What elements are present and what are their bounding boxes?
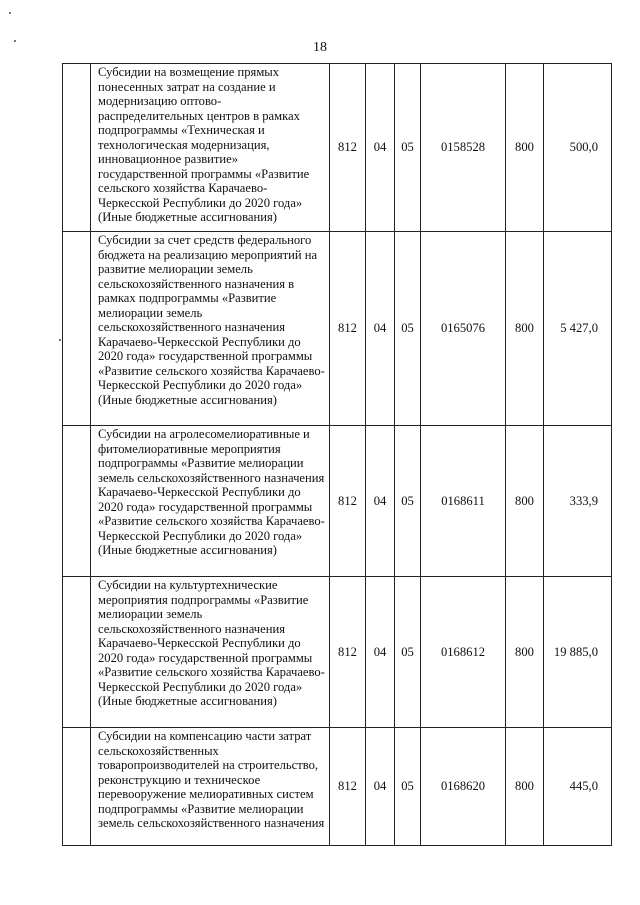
ministry-code-cell: 812 [330,577,366,728]
table-row [63,426,612,577]
subsection-code-cell: 05 [395,728,421,846]
expense-type-cell: 800 [506,232,544,426]
table-row [63,577,612,728]
budget-table [62,63,612,846]
page-number: 18 [313,40,327,55]
section-code-cell: 04 [366,728,395,846]
table-row [63,232,612,426]
scan-speck [59,339,61,341]
subsection-code-cell: 05 [395,426,421,577]
expense-name-cell: Субсидии на агролесомелиоративные и фитомелиоративные мероприятия подпрограммы «Развитие мелиорации земель сельскохозяйственного назначения Карачаево-Черкесской Республики до 2020 года» государственной программы «Развитие сельского хозяйства Карачаево-Черкесской Республики до 2020 года» (Иные бюджетные ассигнования) [91,426,330,577]
ministry-code-cell: 812 [330,64,366,232]
ministry-code-cell: 812 [330,426,366,577]
section-code-cell: 04 [366,64,395,232]
section-code-cell: 04 [366,577,395,728]
amount-cell: 333,9 [544,426,612,577]
amount-cell: 5 427,0 [544,232,612,426]
expense-type-cell: 800 [506,577,544,728]
scan-speck [14,40,16,42]
ministry-code-cell: 812 [330,232,366,426]
subsection-code-cell: 05 [395,232,421,426]
row-number-cell [63,577,91,728]
amount-cell: 445,0 [544,728,612,846]
expense-name-cell: Субсидии на возмещение прямых понесенных затрат на создание и модернизацию оптово-распределительных центров в рамках подпрограммы «Техническая и технологическая модернизация, инновационное развитие» государственной программы «Развитие сельского хозяйства Карачаево-Черкесской Республики до 2020 года» (Иные бюджетные ассигнования) [91,64,330,232]
subsection-code-cell: 05 [395,64,421,232]
target-article-cell: 0165076 [421,232,506,426]
expense-type-cell: 800 [506,426,544,577]
target-article-cell: 0168611 [421,426,506,577]
target-article-cell: 0168612 [421,577,506,728]
target-article-cell: 0168620 [421,728,506,846]
row-number-cell [63,426,91,577]
section-code-cell: 04 [366,232,395,426]
expense-name-cell: Субсидии на компенсацию части затрат сельскохозяйственных товаропроизводителей на строительство, реконструкцию и техническое перевооружение мелиоративных систем подпрограммы «Развитие мелиорации земель сельскохозяйственного назначения [91,728,330,846]
subsection-code-cell: 05 [395,577,421,728]
table-row [63,728,612,846]
expense-name-cell: Субсидии за счет средств федерального бюджета на реализацию мероприятий на развитие мелиорации земель сельскохозяйственного назначения в рамках подпрограммы «Развитие мелиорации земель сельскохозяйственного назначения Карачаево-Черкесской Республики до 2020 года» государственной программы «Развитие сельского хозяйства Карачаево-Черкесской Республики до 2020 года» (Иные бюджетные ассигнования) [91,232,330,426]
row-number-cell [63,728,91,846]
amount-cell: 500,0 [544,64,612,232]
target-article-cell: 0158528 [421,64,506,232]
row-number-cell [63,232,91,426]
amount-cell: 19 885,0 [544,577,612,728]
row-number-cell [63,64,91,232]
table-row [63,64,612,232]
expense-type-cell: 800 [506,728,544,846]
expense-name-cell: Субсидии на культуртехнические мероприятия подпрограммы «Развитие мелиорации земель сельскохозяйственного назначения Карачаево-Черкесской Республики до 2020 года» государственной программы «Развитие сельского хозяйства Карачаево-Черкесской Республики до 2020 года» (Иные бюджетные ассигнования) [91,577,330,728]
expense-type-cell: 800 [506,64,544,232]
section-code-cell: 04 [366,426,395,577]
scan-speck [9,12,11,14]
ministry-code-cell: 812 [330,728,366,846]
